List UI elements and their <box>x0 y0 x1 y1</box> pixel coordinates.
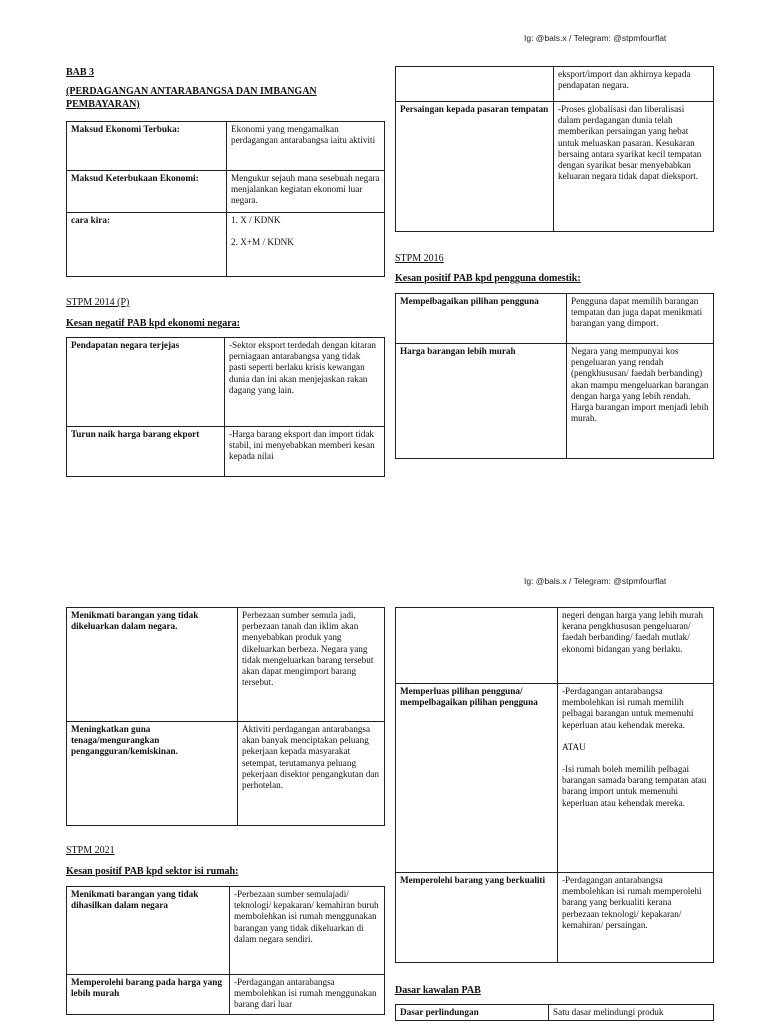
row-text: Ekonomi yang mengamalkan perdagangan antarabangsa iaitu aktiviti <box>227 122 385 171</box>
definition-table <box>66 121 385 277</box>
row-label: Pendapatan negara terjejas <box>67 338 225 427</box>
section-label: STPM 2021 <box>66 845 115 856</box>
table-row <box>396 67 714 102</box>
table-row <box>67 213 385 277</box>
section-title: Kesan positif PAB kpd pengguna domestik: <box>395 273 581 284</box>
section-label: STPM 2016 <box>395 253 444 264</box>
row-label: Mempelbagaikan pilihan pengguna <box>396 294 567 344</box>
table-row <box>396 102 714 232</box>
section-title: Kesan positif PAB kpd sektor isi rumah: <box>66 866 239 877</box>
row-label: Turun naik harga barang ekport <box>67 427 225 477</box>
row-text: Satu dasar melindungi produk <box>549 1005 714 1021</box>
chapter-title: (PERDAGANGAN ANTARABANGSA DAN IMBANGAN PEMBAYARAN) <box>66 86 317 110</box>
row-label <box>396 608 558 684</box>
positive-effects-table <box>395 293 714 459</box>
row-text: Mengukur sejauh mana sesebuah negara menjalankan kegiatan ekonomi luar negara. <box>227 171 385 213</box>
row-label: Memperluas pilihan pengguna/ mempelbagaikan pilihan pengguna <box>396 684 558 873</box>
row-label: Memperolehi barang pada harga yang lebih murah <box>67 975 230 1015</box>
row-label: cara kira: <box>67 213 227 277</box>
page-header: Ig: @bals.x / Telegram: @stpmfourflat <box>524 576 667 586</box>
row-text-part: ATAU <box>562 741 586 752</box>
page-header: Ig: @bals.x / Telegram: @stpmfourflat <box>524 33 667 43</box>
row-text: -Harga barang eksport dan import tidak stabil, ini menyebabkan memberi kesan kepada nilai <box>225 427 385 477</box>
table-row <box>67 722 385 826</box>
row-text: -Sektor eksport terdedah dengan kitaran perniagaan antarabangsa yang tidak pasti seperti berlaku krisis kewangan dunia dan ini akan menjejaskan rakan dagang yang lain. <box>225 338 385 427</box>
table-row <box>396 344 714 459</box>
row-label: Menikmati barangan yang tidak dikeluarkan dalam negara. <box>67 608 238 722</box>
row-text: Pengguna dapat memilih barangan tempatan dan juga dapat menikmati barangan yang dimport. <box>567 294 714 344</box>
row-label <box>396 67 554 102</box>
row-label: Persaingan kepada pasaran tempatan <box>396 102 554 232</box>
row-text: Aktiviti perdagangan antarabangsa akan banyak menciptakan peluang pekerjaan kepada masyarakat setempat, terutamanya peluang pekerjaan disektor pengangkutan dan perhotelan. <box>238 722 385 826</box>
row-text <box>558 684 714 873</box>
row-text-part: -Isi rumah boleh memilih pelbagai barangan samada barang tempatan atau barang import untuk memenuhi keperluan atau kehendak mereka. <box>562 764 707 808</box>
consumer-choice-table <box>395 607 714 963</box>
row-label: Maksud Ekonomi Terbuka: <box>67 122 227 171</box>
table-row <box>396 684 714 873</box>
row-text: negeri dengan harga yang lebih murah kerana pengkhususan pengeluaran/ faedah berbanding/ faedah mutlak/ ekonomi bidangan yang berlaku. <box>558 608 714 684</box>
row-text <box>227 213 385 277</box>
table-row <box>67 427 385 477</box>
table-row <box>67 608 385 722</box>
row-label: Menikmati barangan yang tidak dihasilkan dalam negara <box>67 887 230 975</box>
section-title: Dasar kawalan PAB <box>395 985 481 996</box>
policy-table <box>395 1004 714 1021</box>
row-label: Harga barangan lebih murah <box>396 344 567 459</box>
row-label: Memperolehi barang yang berkualiti <box>396 873 558 963</box>
table-row <box>396 294 714 344</box>
table-row <box>396 608 714 684</box>
section-title: Kesan negatif PAB kpd ekonomi negara: <box>66 318 240 329</box>
table-row <box>67 975 385 1015</box>
table-row <box>67 122 385 171</box>
row-label: Maksud Keterbukaan Ekonomi: <box>67 171 227 213</box>
row-text: -Perbezaan sumber semulajadi/ teknologi/ kepakaran/ kemahiran buruh membolehkan isi rumah menggunakan barangan yang tidak dikeluarkan di dalam negara sendiri. <box>230 887 385 975</box>
negative-effects-table <box>66 337 385 477</box>
table-row <box>396 873 714 963</box>
row-text: -Proses globalisasi dan liberalisasi dalam perdagangan dunia telah memberikan persaingan yang hebat untuk meluaskan pasaran. Kesukaran bersaing antara syarikat kecil tempatan dengan syarikat besar menyebabkan keluaran negara tidak dapat dieksport. <box>554 102 714 232</box>
row-text: eksport/import dan akhirnya kepada pendapatan negara. <box>554 67 714 102</box>
row-text: -Perdagangan antarabangsa membolehkan isi rumah menggunakan barang dari luar <box>230 975 385 1015</box>
formula-2: 2. X+M / KDNK <box>231 237 294 248</box>
household-effects-table <box>66 886 385 1015</box>
row-text-part: -Perdagangan antarabangsa membolehkan isi rumah memilih pelbagai barangan untuk memenuhi keperluan atau kehendak mereka. <box>562 686 694 730</box>
continuation-table <box>395 66 714 232</box>
table-row <box>67 338 385 427</box>
row-text: -Perdagangan antarabangsa membolehkan isi rumah memperolehi barang yang berkualiti kerana perbezaan teknologi/ kepakaran/ kemahiran/ persaingan. <box>558 873 714 963</box>
table-row <box>396 1005 714 1021</box>
formula-1: 1. X / KDNK <box>231 215 281 225</box>
chapter-number: BAB 3 <box>66 67 95 78</box>
row-text: Negara yang mempunyai kos pengeluaran yang rendah (pengkhususan/ faedah berbanding) akan mampu mengeluarkan barangan dengan harga yang lebih rendah. Harga barangan import menjadi lebih murah. <box>567 344 714 459</box>
table-row <box>67 171 385 213</box>
table-row <box>67 887 385 975</box>
row-label: Meningkatkan guna tenaga/mengurangkan pengangguran/kemiskinan. <box>67 722 238 826</box>
row-text: Perbezaan sumber semula jadi, perbezaan tanah dan iklim akan menyebabkan produk yang dikeluarkan berbeza. Negara yang tidak mengeluarkan barang tersebut akan dapat mengimport barang tersebut. <box>238 608 385 722</box>
effects-table-continued <box>66 607 385 826</box>
section-label: STPM 2014 (P) <box>66 297 130 308</box>
row-label: Dasar perlindungan <box>396 1005 549 1021</box>
